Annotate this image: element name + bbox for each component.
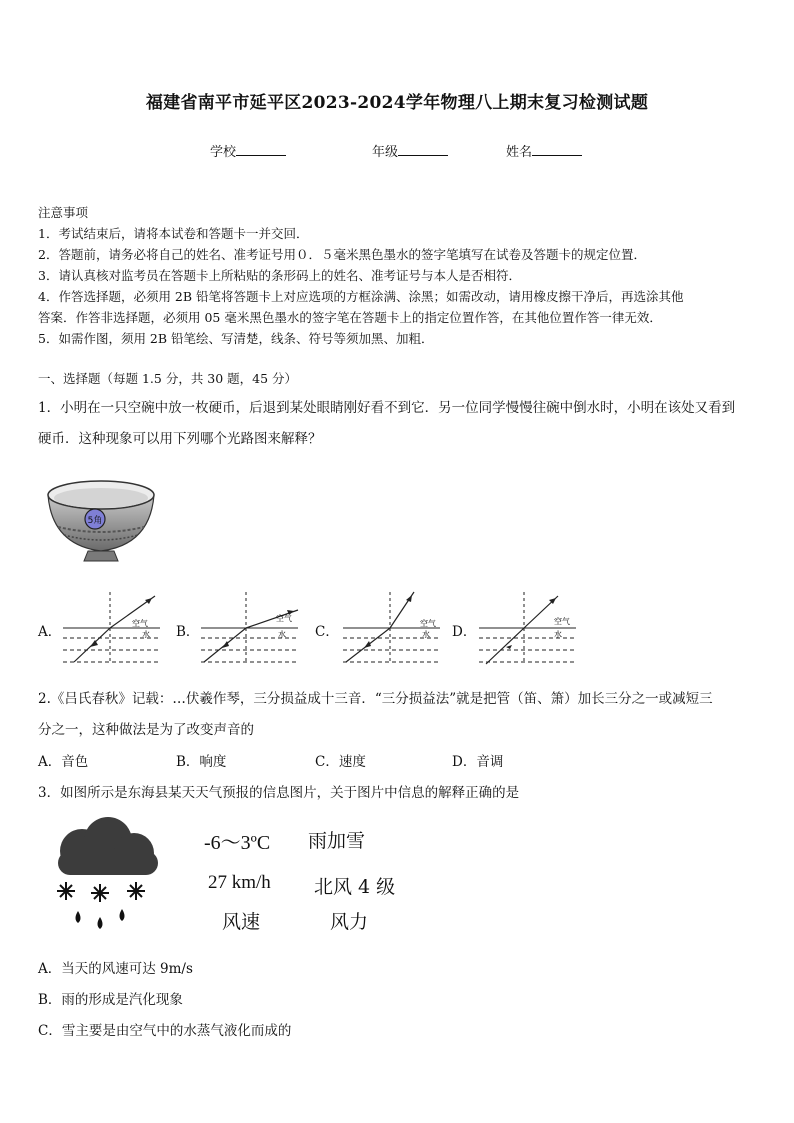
option-a[interactable]: A．音色: [38, 754, 89, 770]
air-label: 空气: [276, 614, 292, 623]
snowflake-icon: [57, 882, 145, 902]
grade-blank: [398, 143, 448, 156]
option-d[interactable]: D．音调: [452, 754, 504, 770]
ray-diagram-b: [198, 588, 303, 668]
notice-item: 5．如需作图，须用 2B 铅笔绘、写清楚，线条、符号等须加黑、加粗．: [38, 331, 434, 346]
question-1-text: 1．小明在一只空碗中放一枚硬币，后退到某处眼睛刚好看不到它．另一位同学慢慢往碗中倒水时，小明在该处又看到: [38, 400, 736, 416]
option-d-label[interactable]: D．: [452, 624, 477, 640]
grade-field: [372, 141, 448, 160]
notice-item: 1．考试结束后，请将本试卷和答题卡一并交回．: [38, 226, 309, 241]
name-blank: [532, 143, 582, 156]
option-a-label[interactable]: A．: [38, 624, 62, 640]
air-label: 空气: [554, 617, 570, 626]
school-blank: [236, 143, 286, 156]
notice-item: 3．请认真核对监考员在答题卡上所粘贴的条形码上的姓名、准考证号与本人是否相符．: [38, 268, 521, 283]
name-label: 姓名: [506, 145, 533, 160]
option-b-label[interactable]: B．: [176, 624, 200, 640]
wind-speed-label: 风速: [222, 911, 261, 933]
ray-diagram-a: [60, 588, 165, 668]
question-1-text: 硬币．这种现象可以用下列哪个光路图来解释？: [38, 431, 322, 447]
page-title: 福建省南平市延平区2023-2024学年物理八上期末复习检测试题: [145, 93, 649, 113]
water-label: 水: [422, 630, 430, 639]
ray-diagram-c: [340, 588, 445, 668]
notice-heading: 注意事项: [38, 205, 89, 220]
air-label: 空气: [420, 619, 436, 628]
question-3-text: 3．如图所示是东海县某天天气预报的信息图片，关于图片中信息的解释正确的是: [38, 785, 520, 801]
wind-speed-value: 27 km/h: [208, 872, 271, 893]
weather-icon: [50, 815, 162, 933]
water-label: 水: [142, 630, 150, 639]
notice-item: 答案．作答非选择题，必须用 05 毫米黑色墨水的签字笔在答题卡上的指定位置作答，在其他位置作答一律无效．: [38, 310, 662, 325]
water-label: 水: [554, 630, 562, 639]
option-c-label[interactable]: C．: [315, 624, 339, 640]
grade-label: 年级: [372, 145, 399, 160]
air-label: 空气: [132, 619, 148, 628]
option-b[interactable]: B．雨的形成是汽化现象: [38, 992, 183, 1008]
option-a[interactable]: A．当天的风速可达 9m/s: [38, 961, 193, 977]
raindrop-icon: [76, 909, 125, 929]
wind-force-label: 风力: [330, 911, 369, 933]
weather-condition: 雨加雪: [308, 830, 366, 852]
wind-direction-level: 北风 4 级: [314, 876, 396, 898]
cloud-icon: [58, 817, 158, 875]
water-label: 水: [278, 630, 286, 639]
school-field: [210, 141, 286, 160]
option-b[interactable]: B．响度: [176, 754, 227, 770]
bowl-coin-image: [44, 475, 158, 563]
name-field: [506, 141, 582, 160]
school-label: 学校: [210, 145, 237, 160]
section-heading: 一、选择题（每题 1.5 分，共 30 题，45 分）: [38, 371, 298, 386]
temperature-range: -6～3ºC: [204, 832, 271, 854]
option-c[interactable]: C．雪主要是由空气中的水蒸气液化而成的: [38, 1023, 292, 1039]
ray-diagram-d: [476, 588, 581, 668]
option-c[interactable]: C．速度: [315, 754, 366, 770]
coin-label: 5角: [87, 516, 103, 526]
question-2-text: 分之一，这种做法是为了改变声音的: [38, 722, 254, 738]
notice-item: 2．答题前，请务必将自己的姓名、准考证号用０．５毫米黑色墨水的签字笔填写在试卷及答题卡的规定位置．: [38, 247, 646, 262]
notice-item: 4．作答选择题，必须用 2B 铅笔将答题卡上对应选项的方框涂满、涂黑；如需改动，请用橡皮擦干净后，再选涂其他: [38, 289, 684, 304]
question-2-text: 2.《吕氏春秋》记载：…伏羲作琴，三分损益成十三音．“三分损益法”就是把管（笛、箫）加长三分之一或减短三: [38, 691, 713, 707]
